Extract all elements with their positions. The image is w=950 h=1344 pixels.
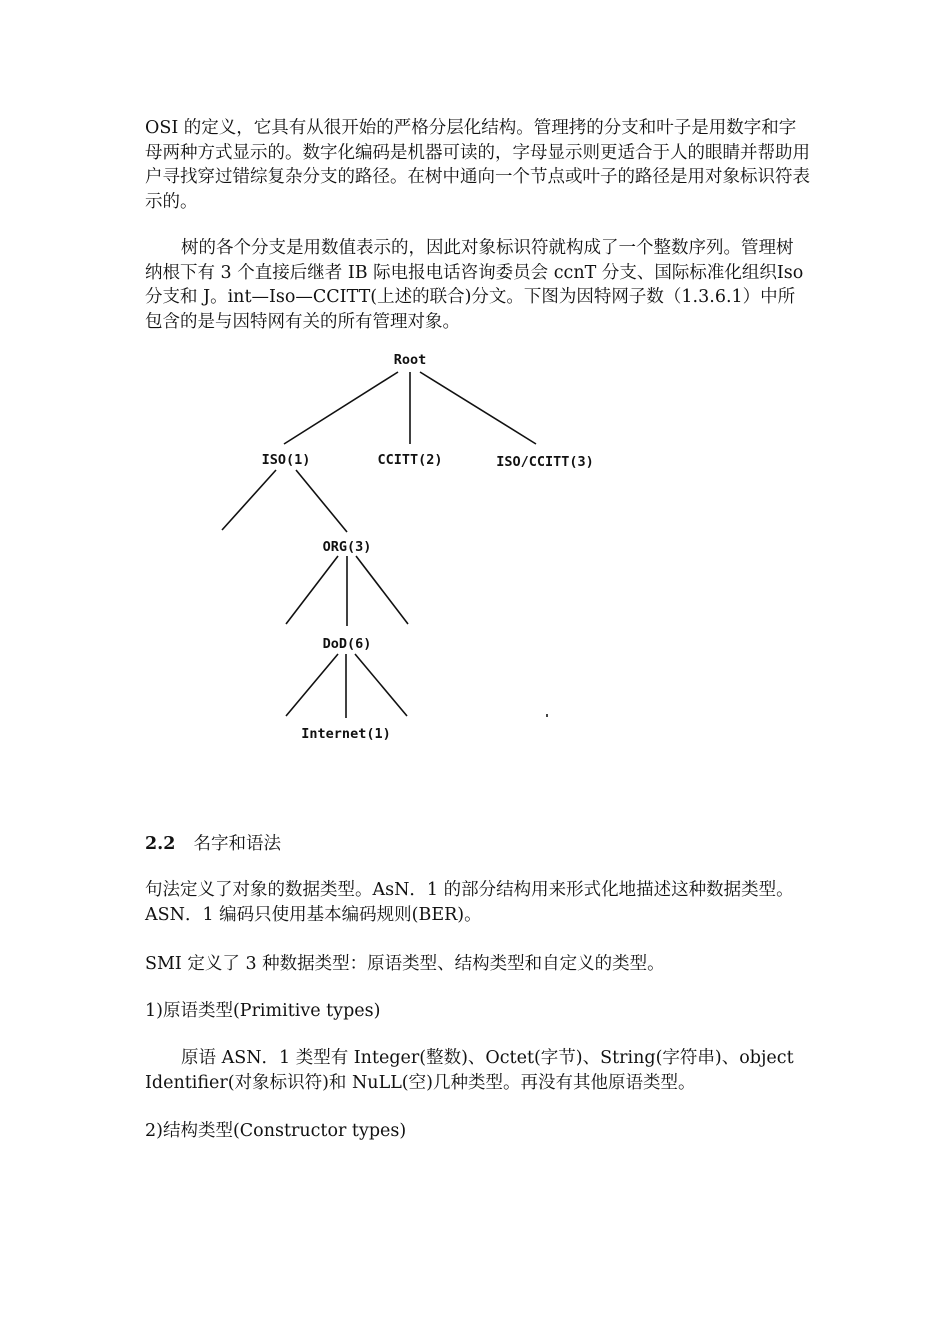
node-internet: Internet(1) xyxy=(301,726,391,742)
tree-description-paragraph: 树的各个分支是用数值表示的，因此对象标识符就构成了一个整数序列。管理树纳根下有 3 个直接后继者 IB 际电报电话咨询委员会 ccnT 分支、国际标准化组织Iso 分支和 J。int—Iso—CCITT(上述的联合)分文。下图为因特网子数（1.3.6.1）中所包含的是与因特网有关的所有管理对象。 xyxy=(145,238,804,332)
constructor-types-heading: 2)结构类型(Constructor types) xyxy=(145,1121,407,1141)
node-iso: ISO(1) xyxy=(261,452,311,468)
node-ccitt: CCITT(2) xyxy=(377,452,443,468)
scan-speck xyxy=(546,714,548,717)
edge-org-left xyxy=(286,556,338,624)
oid-tree-diagram xyxy=(0,340,950,760)
section-heading xyxy=(145,832,810,857)
edge-root-iso-ccitt xyxy=(420,372,536,444)
primitive-types-heading: 1)原语类型(Primitive types) xyxy=(145,1001,381,1021)
edge-dod-right xyxy=(355,654,407,716)
node-iso-ccitt: ISO/CCITT(3) xyxy=(496,454,594,470)
section-number: 2.2 xyxy=(145,834,176,854)
node-root: Root xyxy=(393,352,427,368)
section-title: 名字和语法 xyxy=(193,834,281,854)
edge-iso-org xyxy=(296,470,347,532)
edge-iso-left xyxy=(222,470,276,530)
syntax-paragraph: 句法定义了对象的数据类型。AsN．1 的部分结构用来形式化地描述这种数据类型。ASN．1 编码只使用基本编码规则(BER)。 xyxy=(145,880,794,925)
smi-types-paragraph: SMI 定义了 3 种数据类型：原语类型、结构类型和自定义的类型。 xyxy=(145,954,665,974)
node-dod: DoD(6) xyxy=(322,636,372,652)
edge-org-right xyxy=(356,556,408,624)
primitive-types-paragraph: 原语 ASN．1 类型有 Integer(整数)、Octet(字节)、String(字符串)、object Identifier(对象标识符)和 NuLL(空)几种类型。再没有其他原语类型。 xyxy=(145,1048,794,1093)
node-org: ORG(3) xyxy=(322,539,372,555)
edge-root-iso xyxy=(284,372,398,444)
intro-paragraph: OSI 的定义，它具有从很开始的严格分层化结构。管理拷的分支和叶子是用数字和字母两种方式显示的。数字化编码是机器可读的，字母显示则更适合于人的眼睛并帮助用户寻找穿过错综复杂分支的路径。在树中通向一个节点或叶子的路径是用对象标识符表示的。 xyxy=(145,118,810,212)
edge-dod-left xyxy=(286,654,338,716)
